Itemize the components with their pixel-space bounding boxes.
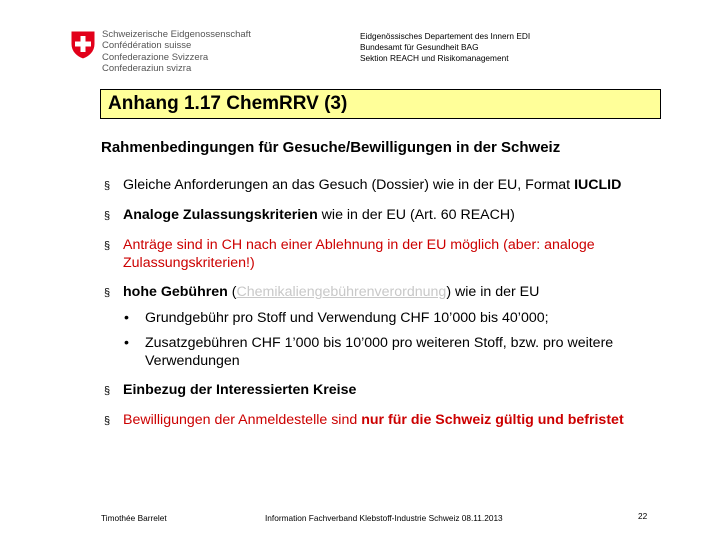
bullet-item: § Analoge Zulassungskriterien wie in der EU (Art. 60 REACH) xyxy=(104,207,674,225)
bullet-marker: § xyxy=(104,180,111,192)
department-line: Eidgenössisches Departement des Innern EDI xyxy=(360,31,531,41)
confederation-line: Confédération suisse xyxy=(102,40,192,52)
bullet-marker: § xyxy=(104,287,111,299)
bullet-item: § hohe Gebühren (Chemikaliengebührenverordnung) wie in der EU xyxy=(104,284,674,302)
department-info xyxy=(360,31,530,64)
confederation-names xyxy=(102,29,251,74)
bullet-item: § Einbezug der Interessierten Kreise xyxy=(104,382,674,400)
department-line: Sektion REACH und Risikomanagement xyxy=(360,53,509,63)
bullet-marker: § xyxy=(104,385,111,397)
footer-author: Timothée Barrelet xyxy=(101,513,167,523)
slide-title: Anhang 1.17 ChemRRV (3) xyxy=(108,93,348,114)
sub-bullet-marker: • xyxy=(124,309,129,326)
sub-bullet-item: • Grundgebühr pro Stoff und Verwendung CHF 10’000 bis 40’000; xyxy=(124,309,549,326)
confederation-line: Confederazione Svizzera xyxy=(102,51,209,63)
bullet-item: § Bewilligungen der Anmeldestelle sind nur für die Schweiz gültig und befristet xyxy=(104,412,674,430)
slide-title-box xyxy=(100,89,661,119)
footer-event: Information Fachverband Klebstoff-Industrie Schweiz 08.11.2013 xyxy=(265,513,503,523)
bullet-marker: § xyxy=(104,414,111,427)
bullet-list xyxy=(104,177,674,429)
sub-bullet-marker: • xyxy=(124,335,129,351)
swiss-coat-of-arms-logo xyxy=(70,30,96,60)
bullet-marker: § xyxy=(104,209,111,222)
bullet-marker: § xyxy=(104,240,111,252)
department-line: Bundesamt für Gesundheit BAG xyxy=(360,42,479,52)
slide-subtitle: Rahmenbedingungen für Gesuche/Bewilligungen in der Schweiz xyxy=(101,139,561,156)
bullet-item: § Anträge sind in CH nach einer Ablehnung in der EU möglich (aber: analoge Zulassungskriterien!) xyxy=(104,237,595,271)
confederation-line: Confederaziun svizra xyxy=(102,62,192,74)
bullet-item: § Gleiche Anforderungen an das Gesuch (Dossier) wie in der EU, Format IUCLID xyxy=(104,177,674,195)
sub-bullet-item: • Zusatzgebühren CHF 1’000 bis 10’000 pro weiteren Stoff, bzw. pro weitere Verwendungen xyxy=(124,335,614,369)
confederation-line: Schweizerische Eidgenossenschaft xyxy=(102,29,251,40)
regulation-link[interactable]: Chemikaliengebührenverordnung xyxy=(236,284,447,300)
page-number: 22 xyxy=(638,511,648,521)
